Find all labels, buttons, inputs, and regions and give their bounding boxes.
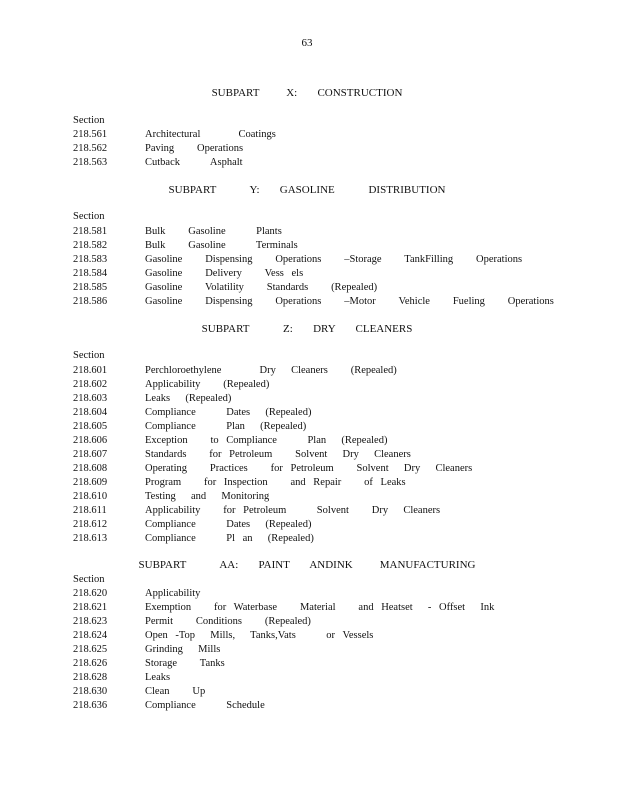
list-item [73,420,306,434]
section-title: Cutback Asphalt [145,157,243,168]
section-title: Bulk Gasoline Terminals [145,240,298,251]
list-item [73,239,298,253]
section-title: Gasoline Volatility Standards (Repealed) [145,282,378,293]
section-number: 218.626 [73,658,108,669]
section-number: 218.613 [73,533,108,544]
section-title: Operating Practices for Petroleum Solvent Dry Cleaners [145,463,473,474]
list-item [73,685,205,699]
section-number: 218.602 [73,379,108,390]
page-number: 63 [301,37,313,49]
list-item [73,142,243,156]
section-number: 218.583 [73,254,108,265]
section-title: Open -Top Mills, Tanks,Vats or Vessels [145,630,374,641]
section-number: 218.610 [73,491,108,502]
list-item [73,657,225,671]
list-item [73,601,494,615]
section-number: 218.604 [73,407,108,418]
section-number: 218.581 [73,226,108,237]
section-number: 218.608 [73,463,108,474]
section-title: Perchloroethylene Dry Cleaners (Repealed) [145,365,397,376]
section-number: 218.636 [73,700,108,711]
section-number: 218.606 [73,435,108,446]
list-item [73,225,282,239]
section-title: Bulk Gasoline Plants [145,226,282,237]
list-item [73,518,311,532]
section-title: Paving Operations [145,143,244,154]
section-title: Clean Up [145,686,206,697]
section-label: Section [73,350,105,361]
section-number: 218.563 [73,157,108,168]
list-item [73,253,522,267]
section-number: 218.561 [73,129,108,140]
list-item [73,671,170,685]
list-item [73,406,311,420]
section-title: Grinding Mills [145,644,221,655]
section-number: 218.628 [73,672,108,683]
list-item [73,587,200,601]
section-title: Exemption for Waterbase Material and Heatset - Offset Ink [145,602,495,613]
list-item [73,295,554,309]
section-label: Section [73,115,105,126]
section-title: Compliance Pl an (Repealed) [145,533,314,544]
section-number: 218.605 [73,421,108,432]
list-item [73,364,397,378]
section-title: Compliance Dates (Repealed) [145,519,312,530]
section-number: 218.603 [73,393,108,404]
section-number: 218.623 [73,616,108,627]
section-title: Permit Conditions (Repealed) [145,616,311,627]
section-number: 218.624 [73,630,108,641]
section-number: 218.562 [73,143,108,154]
list-item [73,504,440,518]
list-item [73,615,311,629]
section-title: Testing and Monitoring [145,491,270,502]
section-title: Gasoline Dispensing Operations –Storage TankFilling Operations [145,254,523,265]
subpart-heading: SUBPART AA: PAINT ANDINK MANUFACTURING [138,559,476,571]
section-title: Compliance Plan (Repealed) [145,421,307,432]
section-title: Storage Tanks [145,658,225,669]
section-title: Architectural Coatings [145,129,276,140]
list-item [73,128,276,142]
list-item [73,699,265,713]
section-number: 218.582 [73,240,108,251]
section-title: Applicability for Petroleum Solvent Dry Cleaners [145,505,441,516]
section-title: Compliance Dates (Repealed) [145,407,312,418]
list-item [73,490,269,504]
section-title: Leaks (Repealed) [145,393,232,404]
section-number: 218.584 [73,268,108,279]
section-title: Applicability (Repealed) [145,379,270,390]
list-item [73,378,269,392]
section-title: Compliance Schedule [145,700,265,711]
section-label: Section [73,574,105,585]
list-item [73,448,411,462]
list-item [73,462,472,476]
section-title: Standards for Petroleum Solvent Dry Cleaners [145,449,411,460]
list-item [73,532,314,546]
section-number: 218.611 [73,505,107,516]
subpart-heading: SUBPART Z: DRY CLEANERS [201,323,413,335]
section-number: 218.612 [73,519,108,530]
section-number: 218.620 [73,588,108,599]
section-title: Program for Inspection and Repair of Leaks [145,477,406,488]
list-item [73,629,373,643]
section-label: Section [73,211,105,222]
section-number: 218.607 [73,449,108,460]
section-number: 218.625 [73,644,108,655]
section-title: Exception to Compliance Plan (Repealed) [145,435,388,446]
section-number: 218.630 [73,686,108,697]
section-title: Leaks [145,672,171,683]
section-number: 218.586 [73,296,108,307]
section-number: 218.621 [73,602,108,613]
list-item [73,476,406,490]
list-item [73,643,220,657]
section-title: Gasoline Dispensing Operations –Motor Vehicle Fueling Operations [145,296,554,307]
list-item [73,281,377,295]
list-item [73,434,387,448]
section-title: Gasoline Delivery Vess els [145,268,304,279]
subpart-heading: SUBPART X: CONSTRUCTION [211,87,403,99]
section-number: 218.585 [73,282,108,293]
list-item [73,156,243,170]
list-item [73,267,303,281]
section-title: Applicability [145,588,201,599]
section-number: 218.601 [73,365,108,376]
section-number: 218.609 [73,477,108,488]
subpart-heading: SUBPART Y: GASOLINE DISTRIBUTION [168,184,446,196]
list-item [73,392,231,406]
